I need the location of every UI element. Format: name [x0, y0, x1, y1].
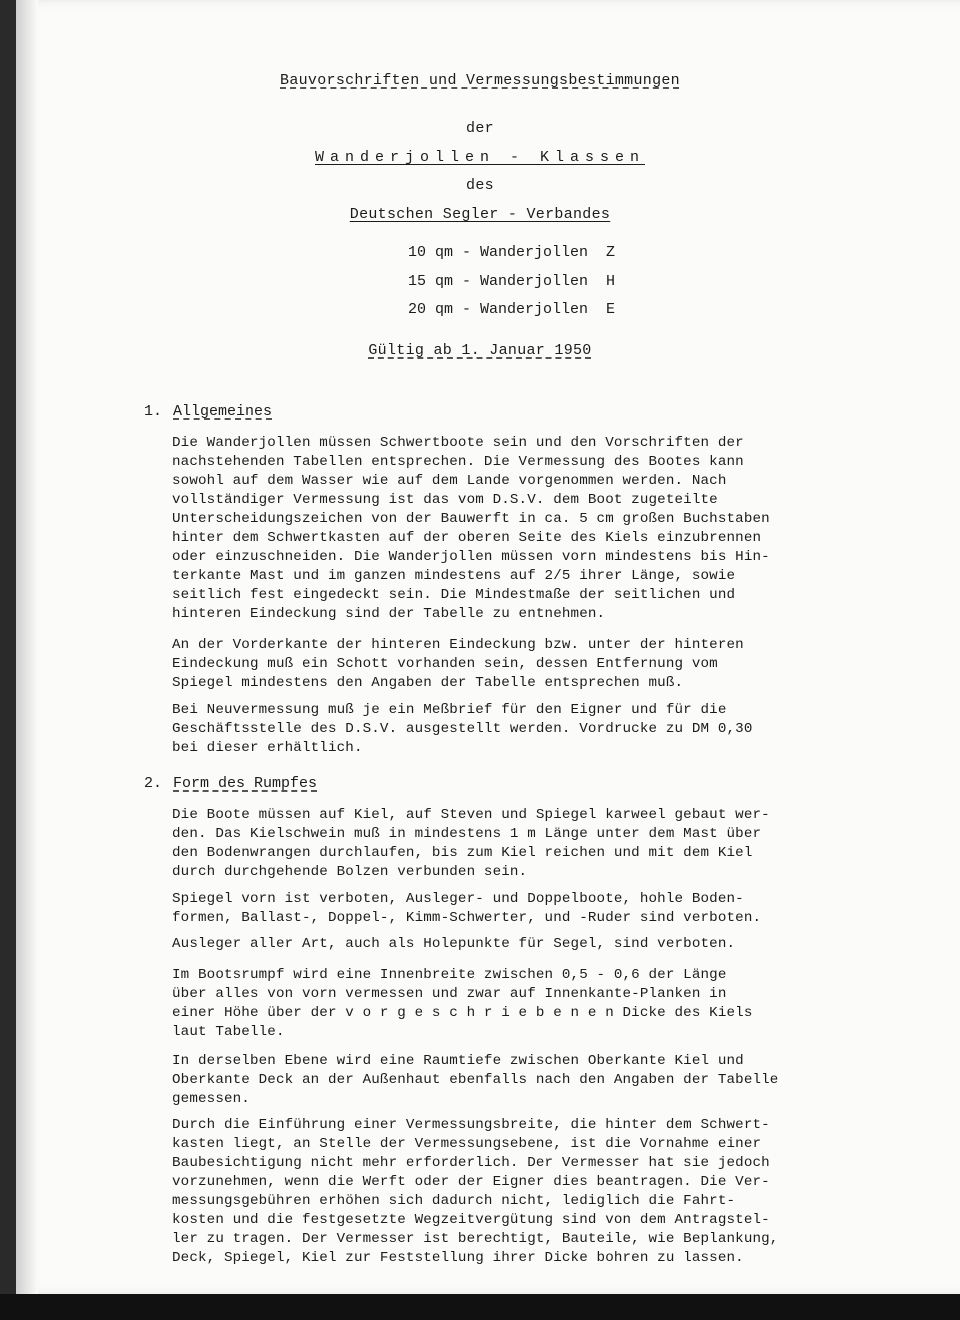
- class-line-20qm: 20 qm - Wanderjollen E: [408, 301, 616, 318]
- book-spine-shadow: [16, 0, 38, 1294]
- section-1-title: Allgemeines: [173, 403, 273, 420]
- section-2-paragraph-6: Durch die Einführung einer Vermessungsbreite, die hinter dem Schwert- kasten liegt, an Stelle der Vermessungsebene, ist die Vornahme einer Baubesichtigung nicht mehr erforderlich. Der Vermesser hat sie jedoch vorzunehmen, wenn die Werft oder der Eigner dies beantragen. Die Ver- messungsgebühren erhöhen sich dadurch nicht, lediglich die Fahrt- kosten und die festgesetzte Wegzeitvergütung sind von dem Antragstel- ler zu tragen. Der Vermesser ist berechtigt, Bauteile, wie Beplankung, Deck, Spiegel, Kiel zur Feststellung ihrer Dicke bohren zu lassen.: [172, 1117, 779, 1266]
- section-2-paragraph-5: In derselben Ebene wird eine Raumtiefe zwischen Oberkante Kiel und Oberkante Deck an der Außenhaut ebenfalls nach den Angaben der Tabelle gemessen.: [172, 1053, 779, 1107]
- validity-date: Gültig ab 1. Januar 1950: [368, 342, 592, 359]
- document-title: Bauvorschriften und Vermessungsbestimmungen: [280, 72, 680, 89]
- section-1-paragraph-2: An der Vorderkante der hinteren Eindeckung bzw. unter der hinteren Eindeckung muß ein Schott vorhanden sein, dessen Entfernung vom Spiegel mindestens den Angaben der Tabelle entsprechen muß.: [172, 637, 744, 691]
- section-2-paragraph-1: Die Boote müssen auf Kiel, auf Steven und Spiegel karweel gebaut wer- den. Das Kielschwein muß in mindestens 1 m Länge unter dem Mast über den Bodenwrangen durchlaufen, bis zum Kiel reichen und mit dem Kiel durch durchgehende Bolzen verbunden sein.: [172, 807, 770, 880]
- heading-des: des: [466, 177, 494, 194]
- section-2-title: Form des Rumpfes: [173, 775, 318, 792]
- section-2-paragraph-4: Im Bootsrumpf wird eine Innenbreite zwischen 0,5 - 0,6 der Länge über alles von vorn vermessen und zwar auf Innenkante-Planken in einer Höhe über der v o r g e s c h r i e b e n e n Dicke des Kiels laut Tabelle.: [172, 967, 753, 1040]
- section-2-number: 2.: [144, 775, 163, 792]
- section-1-paragraph-1: Die Wanderjollen müssen Schwertboote sein und den Vorschriften der nachstehenden Tabellen entsprechen. Die Vermessung des Bootes kann sowohl auf dem Wasser wie auf dem Lande vorgenommen werden. Nach vollständiger Vermessung ist das vom D.S.V. dem Boot zugeteilte Unterscheidungszeichen von der Bauwerft in ca. 5 cm großen Buchstaben hinter dem Schwertkasten auf der oberen Seite des Kiels einzubrennen oder einzuschneiden. Die Wanderjollen müssen vorn mindestens bis Hin- terkante Mast und im ganzen mindestens auf 2/5 ihrer Länge, sowie seitlich fest eingedeckt sein. Die Mindestmaße der seitlichen und hinteren Eindeckung sind der Tabelle zu entnehmen.: [172, 435, 770, 622]
- class-line-15qm: 15 qm - Wanderjollen H: [408, 273, 616, 290]
- scan-border: [0, 1294, 960, 1320]
- section-2-paragraph-2: Spiegel vorn ist verboten, Ausleger- und Doppelboote, hohle Boden- formen, Ballast-, Doppel-, Kimm-Schwerter, und -Ruder sind verboten.: [172, 891, 762, 926]
- heading-classes: Wanderjollen - Klassen: [314, 149, 646, 166]
- class-line-10qm: 10 qm - Wanderjollen Z: [408, 244, 616, 261]
- section-1-number: 1.: [144, 403, 163, 420]
- section-1-paragraph-3: Bei Neuvermessung muß je ein Meßbrief für den Eigner und für die Geschäftsstelle des D.S.V. ausgestellt werden. Vordrucke zu DM 0,30 bei dieser erhältlich.: [172, 702, 753, 756]
- section-2-paragraph-3: Ausleger aller Art, auch als Holepunkte für Segel, sind verboten.: [172, 936, 736, 952]
- heading-der: der: [466, 120, 494, 137]
- heading-association: Deutschen Segler - Verbandes: [349, 206, 611, 223]
